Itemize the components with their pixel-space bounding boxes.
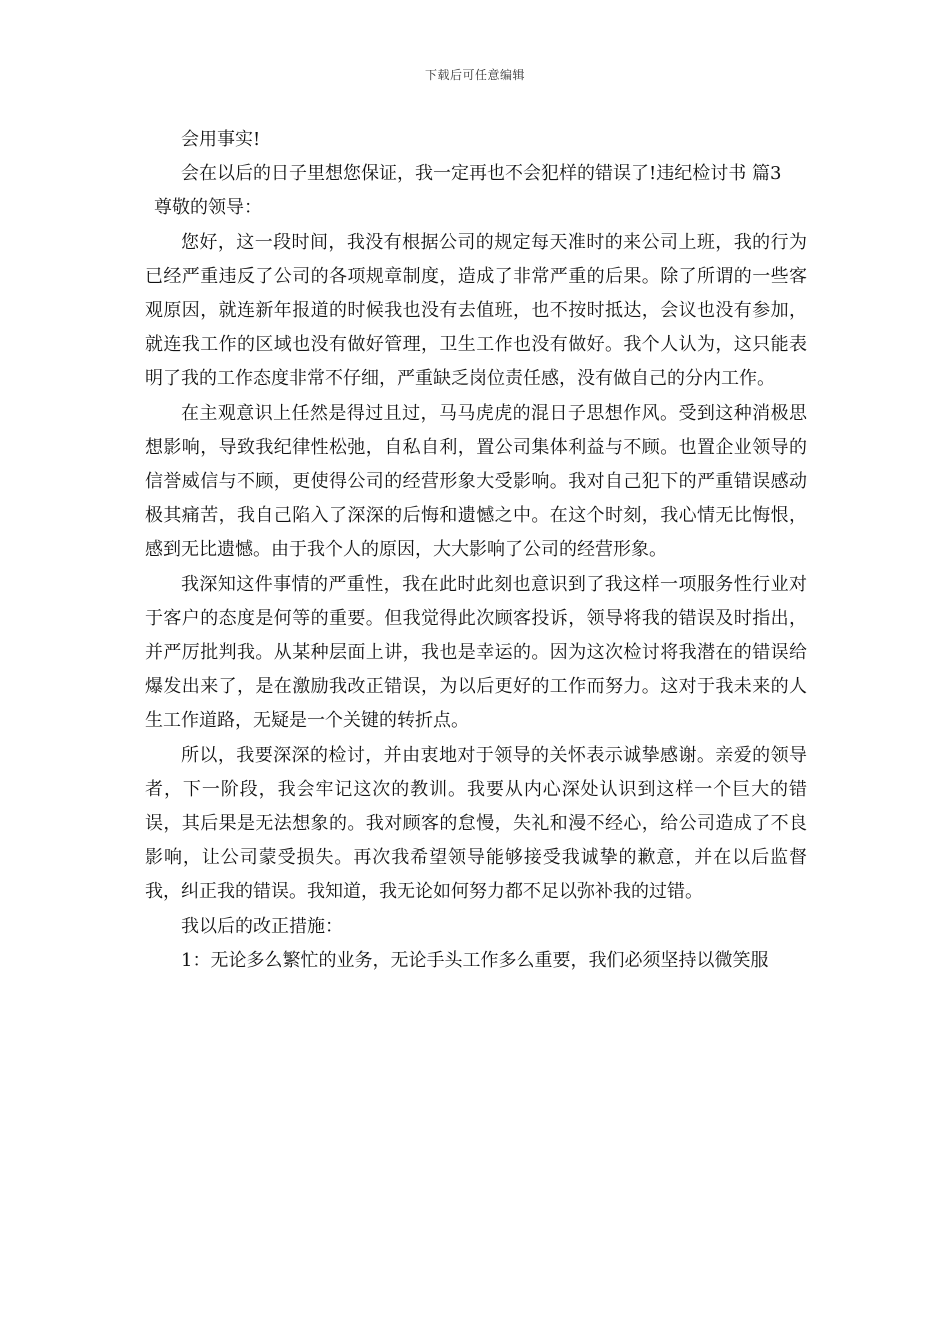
paragraph-measures-heading: 我以后的改正措施： bbox=[181, 915, 343, 937]
paragraph-awareness: 我深知这件事情的严重性，我在此时此刻也意识到了我这样一项服务性行业对于客户的态度是何等的重要。但我觉得此次顾客投诉，领导将我的错误及时指出，并严厉批判我。从某种层面上讲，我也是幸运的。因为这次检讨将我潜在的错误给爆发出来了，是在激励我改正错误，为以后更好的工作而努力。这对于我未来的人生工作道路，无疑是一个关键的转折点。 bbox=[145, 573, 807, 732]
salutation: 尊敬的领导： bbox=[154, 197, 262, 219]
document-body bbox=[145, 123, 807, 978]
paragraph-closing-fact: 会用事实! bbox=[181, 129, 261, 150]
paragraph-attitude: 在主观意识上任然是得过且过，马马虎虎的混日子思想作风。受到这种消极思想影响，导致我纪律性松弛，自私自利，置公司集体利益与不顾。也置企业领导的信誉威信与不顾，更使得公司的经营形象大受影响。我对自己犯下的严重错误感动极其痛苦，我自己陷入了深深的后悔和遗憾之中。在这个时刻，我心情无比悔恨，感到无比遗憾。由于我个人的原因，大大影响了公司的经营形象。 bbox=[145, 402, 807, 561]
paragraph-measure-1: 1：无论多么繁忙的业务，无论手头工作多么重要，我们必须坚持以微笑服 bbox=[181, 949, 769, 971]
page-header-note: 下载后可任意编辑 bbox=[424, 68, 525, 82]
paragraph-promise-title: 会在以后的日子里想您保证，我一定再也不会犯样的错误了!违纪检讨书 篇3 bbox=[181, 163, 782, 185]
paragraph-apology: 所以，我要深深的检讨，并由衷地对于领导的关怀表示诚挚感谢。亲爱的领导者，下一阶段，我会牢记这次的教训。我要从内心深处认识到这样一个巨大的错误，其后果是无法想象的。我对顾客的怠慢，失礼和漫不经心，给公司造成了不良影响，让公司蒙受损失。再次我希望领导能够接受我诚挚的歉意，并在以后监督我，纠正我的错误。我知道，我无论如何努力都不足以弥补我的过错。 bbox=[145, 744, 807, 903]
paragraph-background: 您好，这一段时间，我没有根据公司的规定每天准时的来公司上班，我的行为已经严重违反了公司的各项规章制度，造成了非常严重的后果。除了所谓的一些客观原因，就连新年报道的时候我也没有去值班，也不按时抵达，会议也没有参加，就连我工作的区域也没有做好管理，卫生工作也没有做好。我个人认为，这只能表明了我的工作态度非常不仔细，严重缺乏岗位责任感，没有做自己的分内工作。 bbox=[145, 231, 807, 390]
